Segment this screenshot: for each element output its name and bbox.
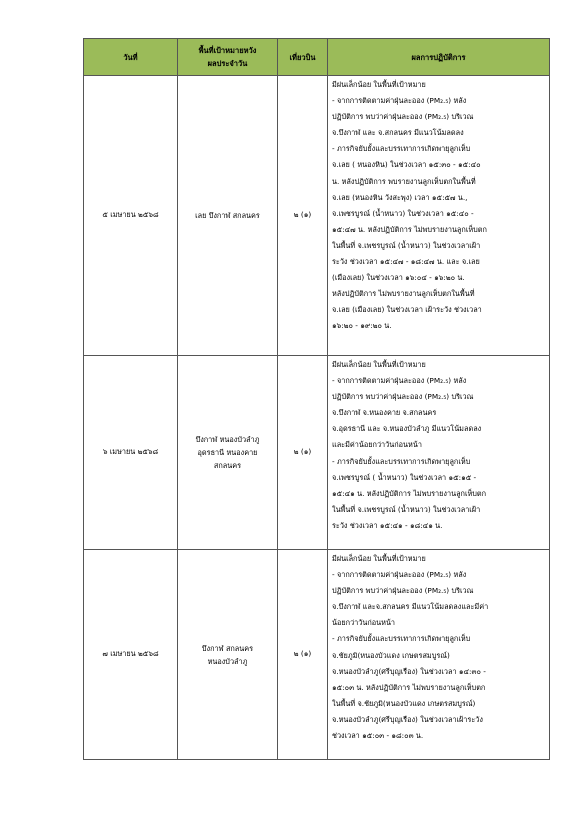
area-line: เลย บึงกาฬ สกลนคร [195, 211, 260, 220]
result-line: - จากการติดตามค่าฝุ่นละออง (PM₂.₅) หลัง [332, 570, 467, 580]
result-line: น้อยกว่าวันก่อนหน้า [332, 618, 396, 628]
result-line: จ.อุดรธานี และ จ.หนองบัวลำภู มีแนวโน้มลดลง [332, 424, 482, 434]
date-cell: ๕ เมษายน ๒๕๖๘ [84, 76, 178, 356]
result-line: จ.เพชรบูรณ์ ( น้ำหนาว) ในช่วงเวลา ๑๕:๑๕ - [332, 472, 477, 482]
result-line: ในพื้นที่ จ.ชัยภูมิ(หนองบัวแดง เกษตรสมบูรณ์) [332, 698, 476, 708]
result-line: มีฝนเล็กน้อย ในพื้นที่เป้าหมาย [332, 360, 426, 369]
result-line: ปฏิบัติการ พบว่าค่าฝุ่นละออง (PM₂.₅) บริเวณ [332, 586, 474, 596]
result-line: จ.เพชรบูรณ์ (น้ำหนาว) ในช่วงเวลา ๑๕:๔๐ - [332, 208, 474, 218]
result-line: หลังปฏิบัติการ ไม่พบรายงานลูกเห็บตกในพื้นที่ [332, 289, 475, 299]
area-line: บึงกาฬ สกลนคร [201, 643, 254, 653]
result-line: ๑๕:๔๗ น. หลังปฏิบัติการ ไม่พบรายงานลูกเห็บตก [332, 224, 487, 234]
result-line: ๑๕:๐๓ น. หลังปฏิบัติการ ไม่พบรายงานลูกเห็บตก [332, 682, 486, 692]
result-line: จ.บึงกาฬ และจ.สกลนคร มีแนวโน้มลดลงและมีค่า [332, 602, 489, 612]
result-line: ๑๖:๒๐ - ๑๙:๒๐ น. [332, 321, 392, 331]
date-cell: ๖ เมษายน ๒๕๖๘ [84, 356, 178, 550]
result-line: จ.เลย (หนองหิน วังสะพุง) เวลา ๑๕:๕๗ น., [332, 192, 468, 202]
flights-cell: ๒ (๑) [278, 356, 328, 550]
table-row [84, 356, 550, 550]
result-line: ปฏิบัติการ พบว่าค่าฝุ่นละออง (PM₂.₅) บริเวณ [332, 112, 474, 122]
area-cell [178, 76, 278, 356]
area-line: หนองบัวลำภู [207, 656, 248, 666]
result-line: ปฏิบัติการ พบว่าค่าฝุ่นละออง (PM₂.₅) บริเวณ [332, 392, 474, 402]
result-line: (เมืองเลย) ในช่วงเวลา ๑๖:๐๔ - ๑๖:๒๐ น. [332, 273, 465, 283]
result-line: ระวัง ช่วงเวลา ๑๕:๔๑ - ๑๘:๔๑ น. [332, 520, 443, 530]
area-line: สกลนคร [213, 461, 242, 470]
result-line: จ.ชัยภูมิ(หนองบัวแดง เกษตรสมบูรณ์) [332, 650, 450, 660]
result-line: - จากการติดตามค่าฝุ่นละออง (PM₂.₅) หลัง [332, 96, 467, 106]
header-date: วันที่ [84, 39, 178, 76]
result-cell [328, 76, 550, 356]
header-flights: เที่ยวบิน [278, 39, 328, 76]
result-line: ในพื้นที่ จ.เพชรบูรณ์ (น้ำหนาว) ในช่วงเวลาเฝ้า [332, 504, 481, 514]
result-line: จ.หนองบัวลำภู(ศรีบุญเรือง) ในช่วงเวลาเฝ้าระวัง [332, 714, 483, 724]
result-line: ในพื้นที่ จ.เพชรบูรณ์ (น้ำหนาว) ในช่วงเวลาเฝ้า [332, 240, 481, 250]
flights-cell: ๒ (๑) [278, 76, 328, 356]
header-target-area-line: ผลประจำวัน [207, 59, 248, 68]
header-result: ผลการปฏิบัติการ [328, 39, 550, 76]
result-line: น. หลังปฏิบัติการ พบรายงานลูกเห็บตกในพื้นที่ [332, 176, 476, 186]
result-cell [328, 356, 550, 550]
result-line: จ.บึงกาฬ และ จ.สกลนคร มีแนวโน้มลดลง [332, 128, 464, 138]
area-line: บึงกาฬ หนองบัวลำภู [195, 435, 260, 444]
result-line: - ภารกิจยับยั้งและบรรเทาการเกิดพายุลูกเห็บ [332, 456, 471, 466]
header-target-area [178, 39, 278, 76]
area-cell [178, 550, 278, 760]
operations-table [83, 38, 550, 760]
result-line: - ภารกิจยับยั้งและบรรเทาการเกิดพายุลูกเห็บ [332, 144, 471, 154]
result-line: - จากการติดตามค่าฝุ่นละออง (PM₂.₅) หลัง [332, 376, 467, 386]
result-line: ระวัง ช่วงเวลา ๑๕:๔๗ - ๑๘:๔๗ น. และ จ.เลย [332, 257, 480, 267]
flights-cell: ๒ (๑) [278, 550, 328, 760]
result-line: มีฝนเล็กน้อย ในพื้นที่เป้าหมาย [332, 554, 426, 563]
result-line: จ.บึงกาฬ จ.หนองคาย จ.สกลนคร [332, 408, 437, 418]
result-line: จ.เลย ( หนองหิน) ในช่วงเวลา ๑๕:๓๐ - ๑๕:๔๐ [332, 160, 481, 170]
date-cell: ๗ เมษายน ๒๕๖๘ [84, 550, 178, 760]
result-line: ๑๕:๔๑ น. หลังปฏิบัติการ ไม่พบรายงานลูกเห็บตก [332, 488, 487, 498]
result-line: จ.หนองบัวลำภู(ศรีบุญเรือง) ในช่วงเวลา ๑๔:๓๐ - [332, 666, 486, 676]
table-row [84, 76, 550, 356]
result-line: และมีค่าน้อยกว่าวันก่อนหน้า [332, 440, 422, 450]
table-row [84, 550, 550, 760]
result-line: ช่วงเวลา ๑๕:๐๓ - ๑๘:๐๓ น. [332, 731, 424, 741]
area-cell [178, 356, 278, 550]
result-line: มีฝนเล็กน้อย ในพื้นที่เป้าหมาย [332, 80, 426, 89]
area-line: อุดรธานี หนองคาย [197, 448, 258, 457]
result-line: - ภารกิจยับยั้งและบรรเทาการเกิดพายุลูกเห็บ [332, 634, 471, 644]
result-line: จ.เลย (เมืองเลย) ในช่วงเวลา เฝ้าระวัง ช่วงเวลา [332, 305, 482, 315]
header-target-area-line: พื้นที่เป้าหมายหวัง [198, 46, 257, 55]
header-row [84, 39, 550, 76]
result-cell [328, 550, 550, 760]
